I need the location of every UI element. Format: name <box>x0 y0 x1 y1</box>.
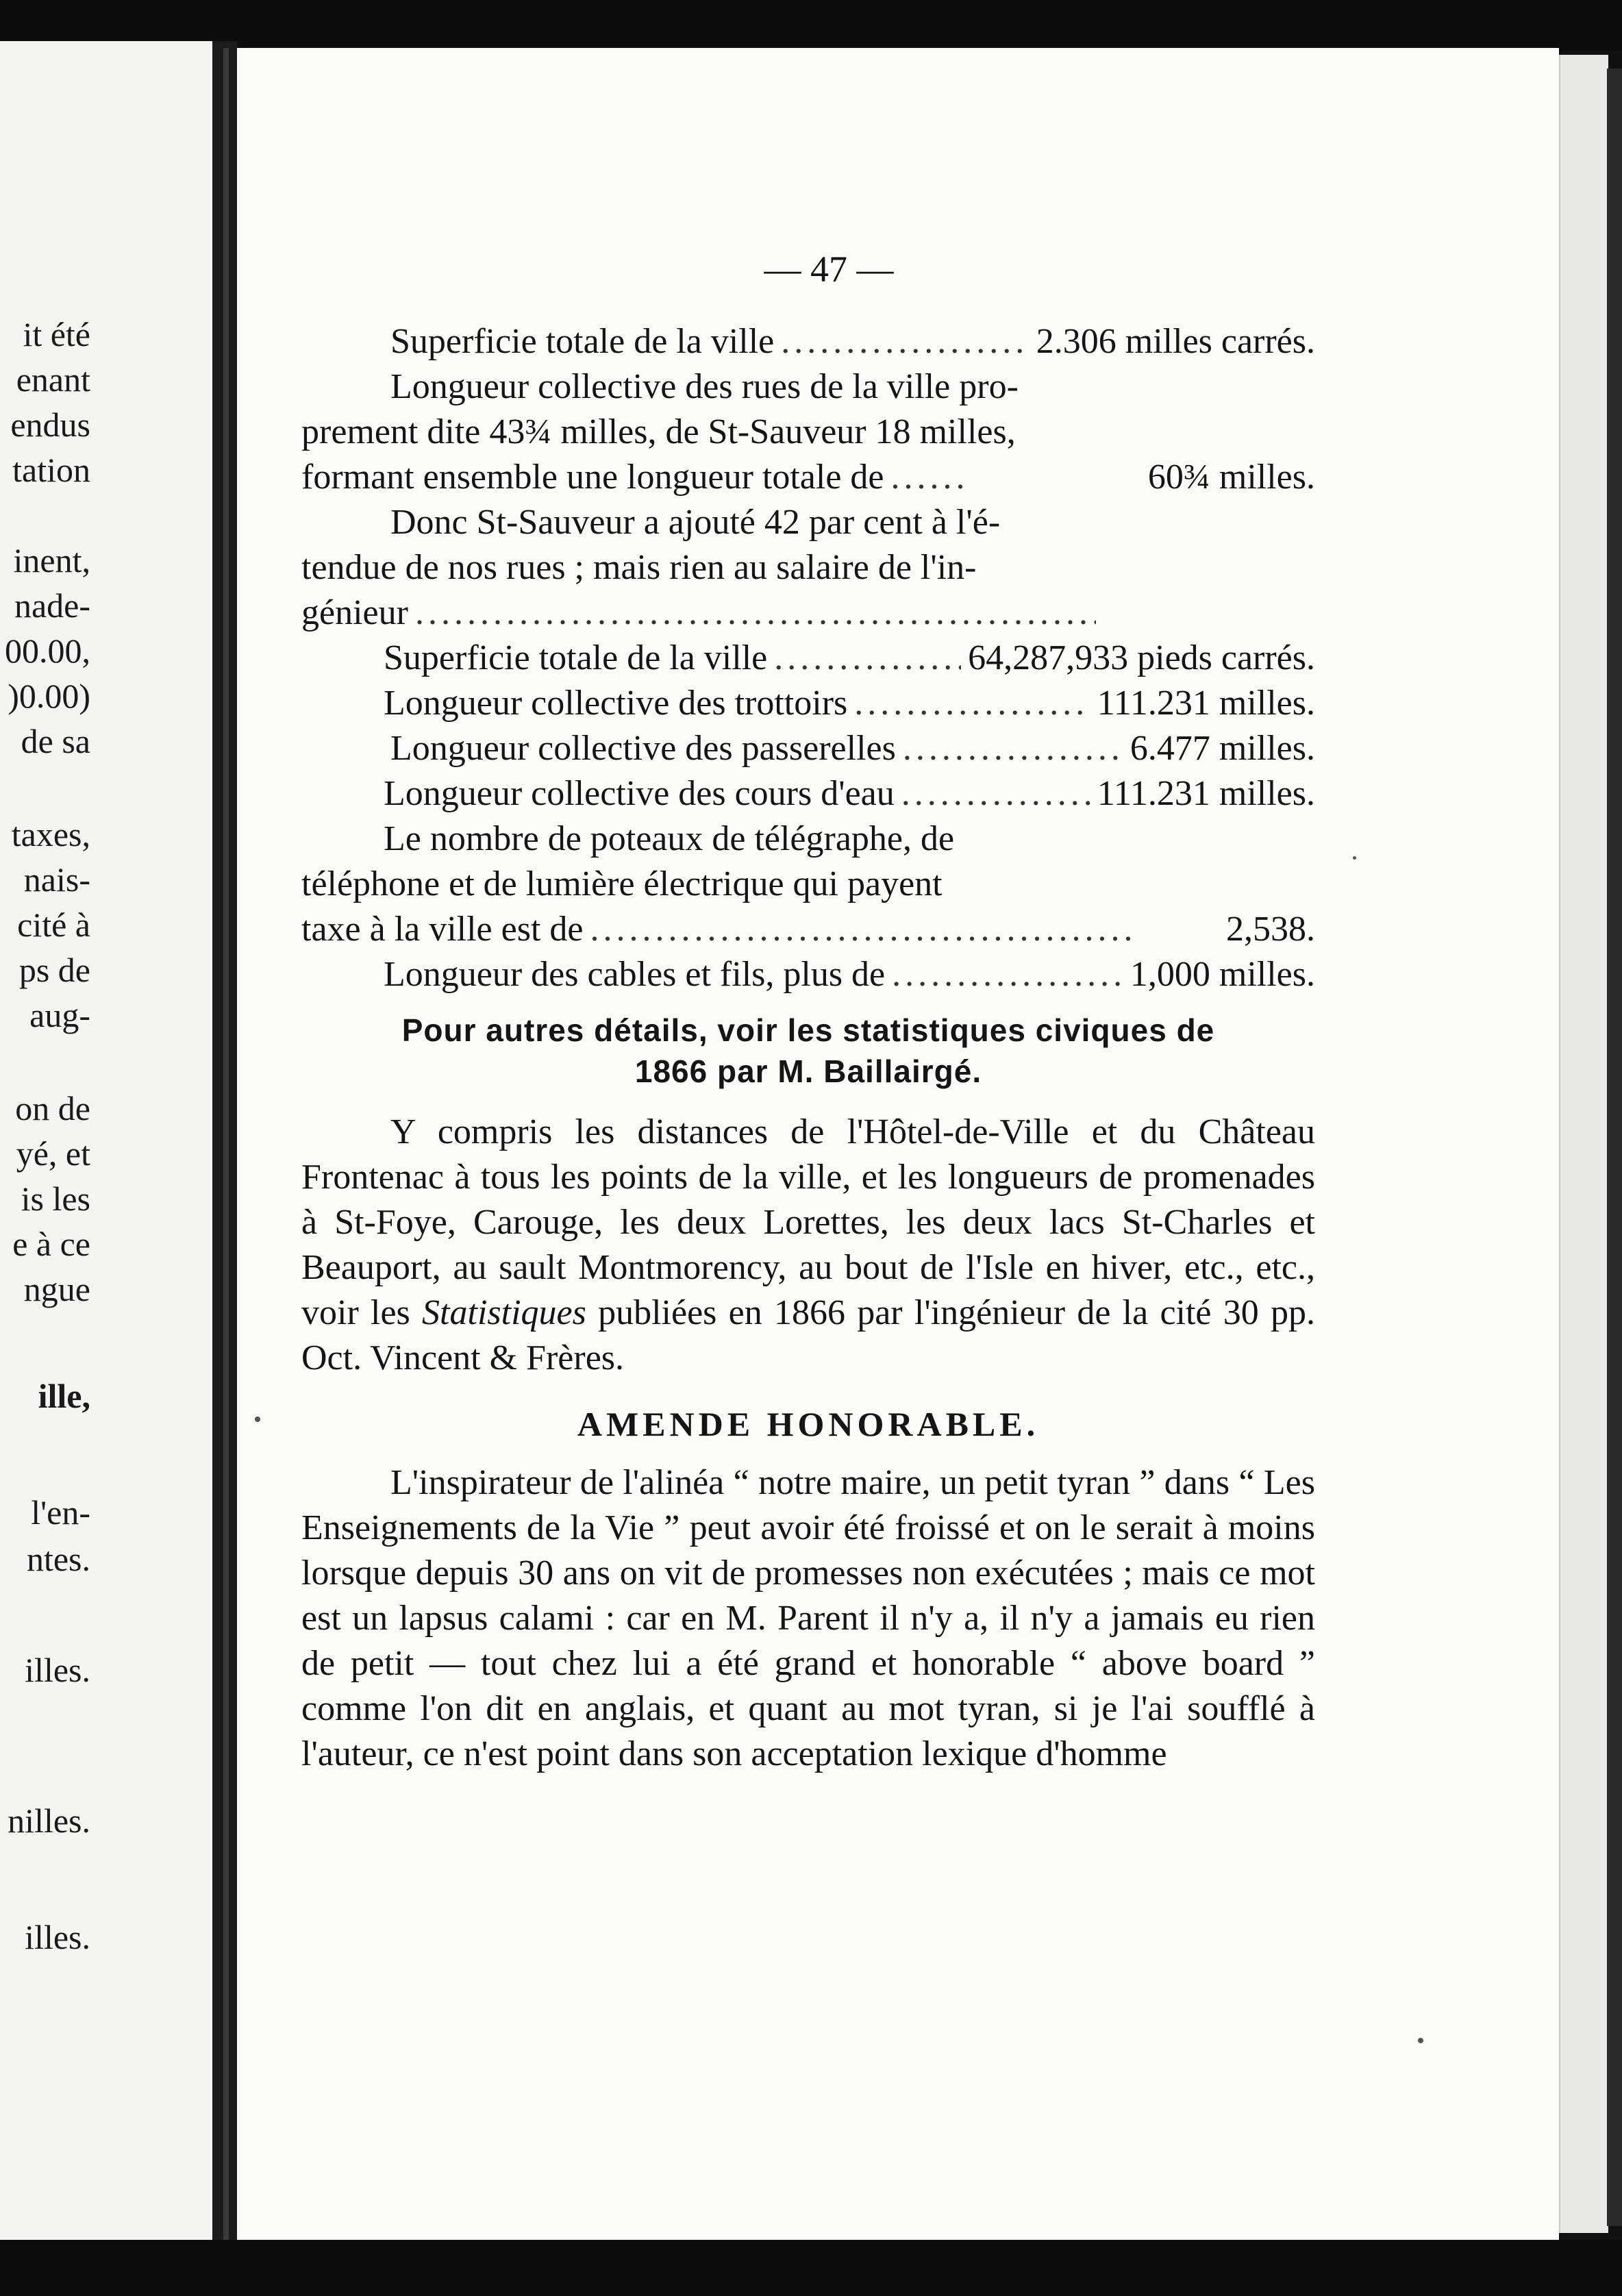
left-text-fragment: inent, <box>13 541 90 579</box>
text-line: tendue de nos rues ; mais rien au salaire de l'in- <box>301 548 977 587</box>
stat-label: Superficie totale de la ville <box>384 638 768 677</box>
left-text-fragment: nade- <box>14 586 90 625</box>
notice-line: Pour autres détails, voir les statistiques civiques de <box>401 1012 1215 1048</box>
left-text-fragment: aug- <box>29 996 90 1034</box>
poteaux-paragraph <box>301 816 1103 907</box>
stat-label: Longueur collective des cours d'eau <box>384 774 895 813</box>
page-number: — 47 — <box>764 249 894 290</box>
amende-paragraph: L'inspirateur de l'alinéa “ notre maire, un petit tyran ” dans “ Les Enseignements de la Vie ” peut avoir été froissé et on le serait à moins lorsque depuis 30 ans on vit de promesses non exécutées ; mais ce mot est un lapsus calami : car en M. Parent il n'y a, il n'y a jamais eu rien de petit — tout chez lui a été grand et honorable “ above board ” comme l'on dit en anglais, et quant au mot tyran, si je l'ai soufflé à l'auteur, ce n'est point dans son acceptation lexique d'homme <box>301 1463 1315 1773</box>
paragraph-text: Y compris les distances de l'Hôtel-de-Ville et du Château Frontenac à tous les points de la ville, et les longueurs de promenades à St-Foye, Carouge, les deux Lorettes, les deux lacs St-Charles et Beauport, au sault Montmorency, au bout de l'Isle en hiver, etc., etc., voir les <box>301 1112 1315 1332</box>
text-line: téléphone et de lumière électrique qui payent <box>301 864 943 903</box>
page-edge-shadow <box>1607 68 1622 2226</box>
leader-dots <box>854 681 1090 726</box>
book-spine-shadow <box>223 48 229 2240</box>
left-text-fragment: e à ce <box>12 1225 90 1263</box>
compris-paragraph <box>301 1110 1315 1381</box>
donc-paragraph <box>301 500 1103 636</box>
text-line: Longueur collective des rues de la ville pro- <box>390 367 1019 406</box>
stat-row-cables <box>301 952 1315 997</box>
left-text-fragment: on de <box>15 1089 90 1127</box>
stat-label: Longueur des cables et fils, plus de <box>384 955 886 994</box>
leader-dots <box>781 319 1030 364</box>
scan-top-border <box>0 0 1622 51</box>
left-text-fragment: is les <box>21 1180 90 1218</box>
text-line: Le nombre de poteaux de télégraphe, de <box>384 819 955 858</box>
stat-label: formant ensemble une longueur totale de <box>301 458 884 497</box>
stat-row-rues <box>301 455 1315 500</box>
left-text-fragment: endus <box>10 405 90 444</box>
notice-line: 1866 par M. Baillairgé. <box>634 1053 982 1089</box>
stat-row-cours-eau <box>301 771 1315 816</box>
left-text-fragment: nais- <box>23 860 90 899</box>
stat-label: Longueur collective des passerelles <box>390 729 896 768</box>
scan-bottom-border <box>0 2240 1622 2296</box>
leader-dots <box>892 952 1123 997</box>
stat-value: 60¾ milles. <box>1147 458 1315 497</box>
left-text-fragment: )0.00) <box>8 677 90 715</box>
stat-value: 2,538. <box>1226 910 1315 949</box>
text-line-with-dots <box>301 590 1103 636</box>
stat-row-superficie-pieds <box>301 636 1315 681</box>
leader-dots <box>903 726 1123 771</box>
italic-title: Statistiques <box>422 1293 586 1332</box>
stat-label: Longueur collective des trottoirs <box>384 684 848 723</box>
leader-dots <box>901 771 1090 816</box>
stat-row-superficie <box>301 319 1315 364</box>
left-text-fragment: l'en- <box>31 1493 90 1532</box>
page-edges <box>1559 55 1608 2233</box>
leader-dots <box>774 636 961 681</box>
left-text-fragment: ngue <box>23 1270 90 1308</box>
left-text-fragment: tation <box>12 451 90 489</box>
left-text-fragment: enant <box>16 360 90 399</box>
text-line: Donc St-Sauveur a ajouté 42 par cent à l'é- <box>390 503 1001 542</box>
section-heading: AMENDE HONORABLE. <box>577 1405 1040 1443</box>
statistics-notice <box>301 1010 1315 1092</box>
stat-value: 2.306 milles carrés. <box>1036 322 1315 361</box>
stat-value: 64,287,933 pieds carrés. <box>968 638 1315 677</box>
left-text-fragment: 00.00, <box>5 632 90 670</box>
ink-speck <box>255 1417 260 1422</box>
stat-label: Superficie totale de la ville <box>390 322 775 361</box>
leader-dots <box>590 907 1137 952</box>
stat-value: 111.231 milles. <box>1097 774 1315 813</box>
left-text-fragment: taxes, <box>11 815 90 853</box>
left-text-fragment: ntes. <box>26 1540 90 1578</box>
stat-row-trottoirs <box>301 681 1315 726</box>
left-text-fragment: de sa <box>21 722 90 760</box>
ink-speck <box>1418 2038 1423 2043</box>
stat-value: 6.477 milles. <box>1130 729 1315 768</box>
left-text-fragment: illes. <box>25 1651 90 1689</box>
left-text-fragment: illes. <box>25 1918 90 1956</box>
left-text-fragment: cité à <box>17 906 90 944</box>
left-page-fragment <box>0 41 212 2247</box>
rues-paragraph <box>301 364 1103 455</box>
leader-dots <box>890 455 966 500</box>
left-text-fragment: ille, <box>38 1377 90 1415</box>
leader-dots <box>415 590 1096 636</box>
stat-row-passerelles <box>301 726 1315 771</box>
text-line: génieur <box>301 593 408 632</box>
stat-row-poteaux <box>301 907 1315 952</box>
text-line: prement dite 43¾ milles, de St-Sauveur 18 milles, <box>301 412 1016 451</box>
stat-value: 111.231 milles. <box>1097 684 1315 723</box>
stat-value: 1,000 milles. <box>1130 955 1315 994</box>
page-content <box>301 247 1315 1777</box>
paragraph-text: publiées en 1866 par l'ingénieur de la cité 30 pp. Oct. Vincent & Frères. <box>301 1293 1315 1377</box>
left-text-fragment: yé, et <box>16 1134 90 1173</box>
left-text-fragment: it été <box>23 315 90 353</box>
ink-speck <box>1353 856 1356 860</box>
stat-label: taxe à la ville est de <box>301 910 584 949</box>
left-text-fragment: nilles. <box>8 1801 90 1840</box>
left-text-fragment: ps de <box>18 951 90 989</box>
